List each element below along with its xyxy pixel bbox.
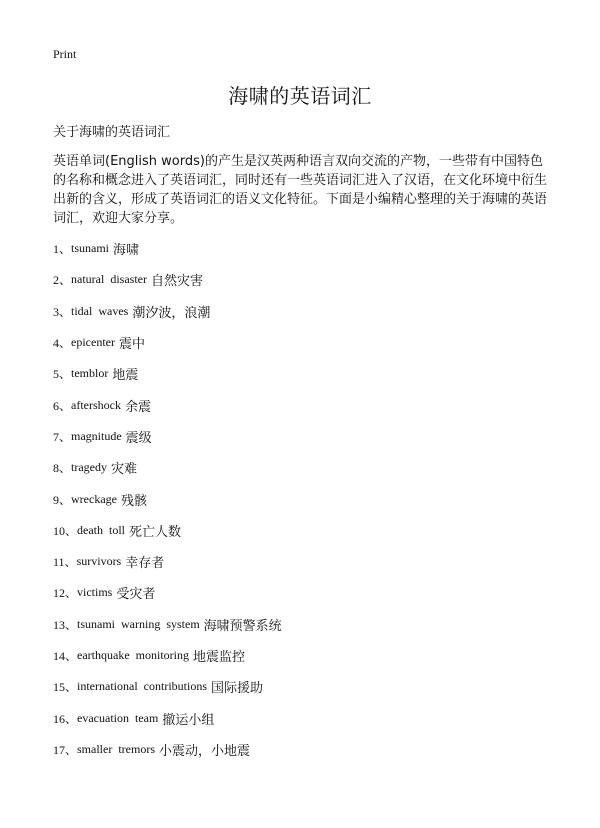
chinese-term: 小震动，小地震 — [159, 743, 251, 759]
chinese-term: 潮汐波，浪潮 — [132, 305, 211, 321]
chinese-term: 余震 — [125, 399, 152, 415]
english-term: temblor — [71, 366, 109, 381]
english-term: aftershock — [71, 397, 121, 412]
list-item — [53, 452, 282, 483]
item-number: 1、 — [53, 242, 72, 257]
chinese-term: 海啸 — [113, 243, 140, 259]
list-item — [53, 734, 282, 765]
chinese-term: 自然灾害 — [151, 274, 204, 290]
chinese-term: 国际援助 — [211, 681, 264, 697]
item-number: 5、 — [53, 367, 72, 382]
chinese-term: 残骸 — [120, 493, 147, 509]
english-term: earthquake monitoring — [77, 648, 189, 662]
intro-paragraph: 英语单词(English words)的产生是汉英两种语言双向交流的产物，一些带有中国特色的名称和概念进入了英语词汇，同时还有一些英语词汇进入了汉语，在文化环境中衍生出新的含义，形成了英语词汇的语义文化特征。下面是小编精心整理的关于海啸的英语词汇，欢迎大家分享。 — [53, 154, 548, 226]
english-term: smaller tremors — [77, 741, 155, 756]
subtitle: 关于海啸的英语词汇 — [53, 125, 171, 140]
list-item — [53, 640, 282, 671]
chinese-term: 撤运小组 — [162, 712, 215, 728]
chinese-term: 震级 — [125, 430, 152, 446]
item-number: 6、 — [53, 398, 72, 413]
list-item — [53, 389, 282, 420]
english-term: tsunami warning system — [77, 616, 200, 631]
item-number: 14、 — [53, 649, 78, 663]
english-term: death toll — [77, 522, 126, 537]
list-item — [53, 702, 282, 733]
english-term: tsunami — [71, 241, 110, 256]
list-item — [53, 515, 282, 546]
list-item — [53, 546, 282, 577]
item-number: 17、 — [53, 742, 78, 757]
print-label: Print — [53, 47, 77, 61]
item-number: 13、 — [53, 617, 78, 632]
chinese-term: 受灾者 — [116, 587, 156, 603]
list-item — [53, 421, 282, 452]
list-item — [53, 233, 282, 264]
chinese-term: 海啸预警系统 — [203, 618, 282, 634]
item-number: 11、 — [53, 555, 77, 570]
chinese-term: 地震 — [112, 368, 139, 384]
english-term: tidal waves — [71, 303, 129, 318]
item-number: 10、 — [53, 523, 78, 538]
english-term: epicenter — [71, 335, 115, 350]
english-term: tragedy — [71, 460, 107, 475]
english-term: victims — [77, 585, 113, 600]
list-item — [53, 609, 282, 640]
english-term: survivors — [76, 554, 122, 569]
list-item — [53, 483, 282, 514]
chinese-term: 幸存者 — [125, 556, 165, 572]
item-number: 15、 — [53, 680, 78, 695]
page-title: 海啸的英语词汇 — [228, 84, 372, 108]
english-term: natural disaster — [71, 272, 147, 287]
chinese-term: 震中 — [118, 337, 145, 353]
vocabulary-list — [53, 233, 282, 765]
list-item — [53, 296, 282, 327]
chinese-term: 死亡人数 — [129, 524, 182, 540]
list-item — [53, 671, 282, 702]
list-item — [53, 577, 282, 608]
chinese-term: 地震监控 — [192, 650, 245, 665]
english-term: wreckage — [71, 491, 117, 506]
item-number: 8、 — [53, 461, 72, 476]
english-term: international contributions — [77, 679, 207, 694]
english-term: magnitude — [71, 428, 122, 443]
item-number: 3、 — [53, 304, 72, 319]
item-number: 4、 — [53, 336, 72, 351]
item-number: 16、 — [53, 711, 78, 726]
chinese-term: 灾难 — [111, 462, 138, 478]
item-number: 2、 — [53, 273, 72, 288]
english-term: evacuation team — [77, 710, 159, 725]
list-item — [53, 327, 282, 358]
item-number: 7、 — [53, 429, 72, 444]
item-number: 12、 — [53, 586, 78, 601]
item-number: 9、 — [53, 492, 72, 507]
list-item — [53, 358, 282, 389]
list-item — [53, 264, 282, 295]
